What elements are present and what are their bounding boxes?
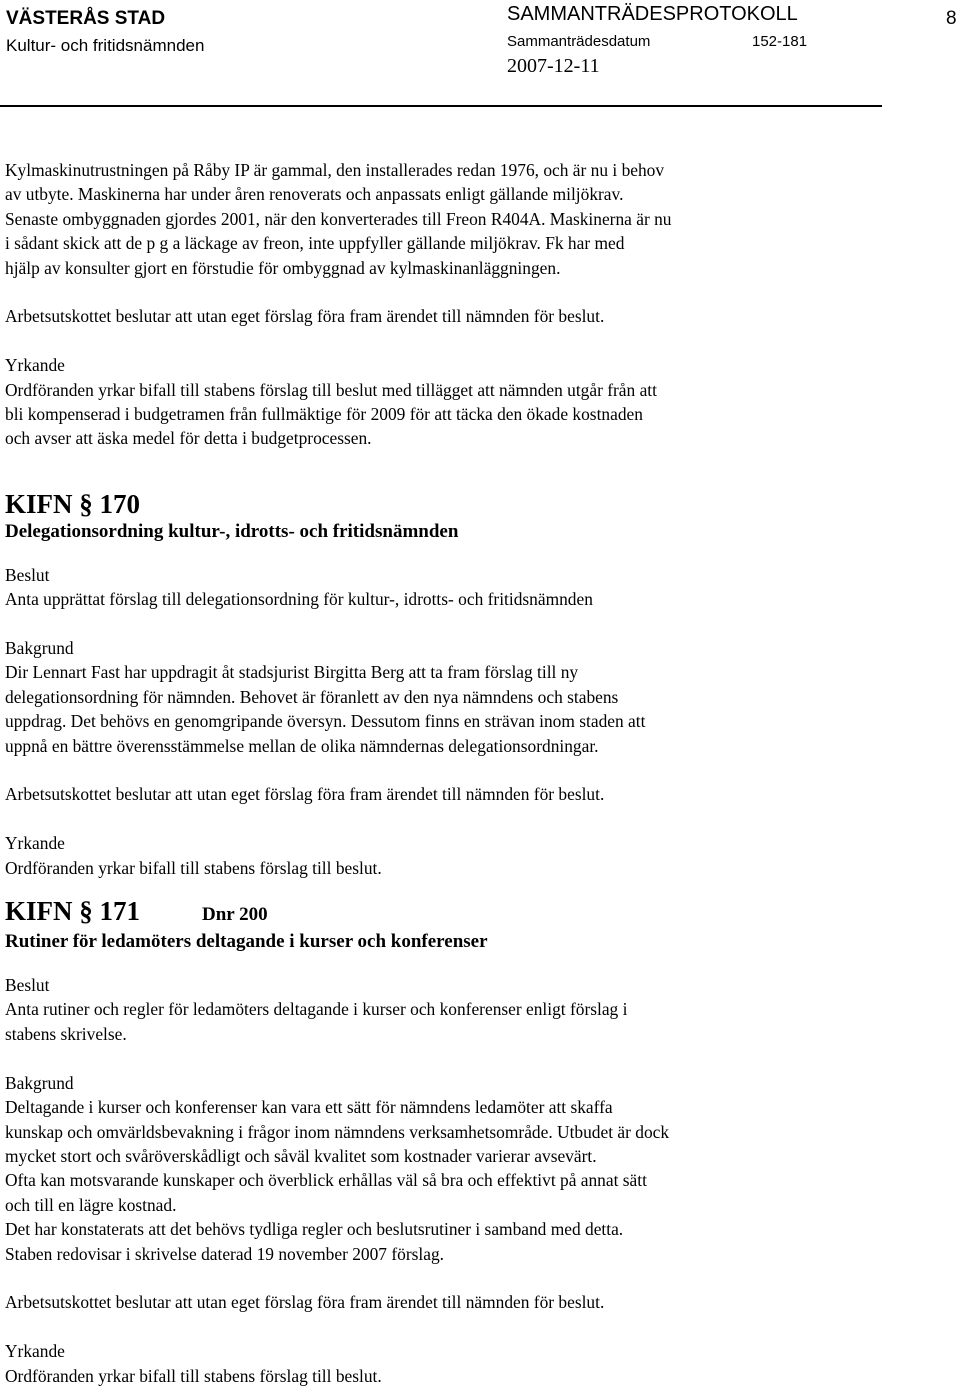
section-subject: Rutiner för ledamöters deltagande i kurser och konferenser xyxy=(5,931,488,953)
section-subject: Delegationsordning kultur-, idrotts- och fritidsnämnden xyxy=(5,520,459,542)
paragraph-line: delegationsordning för nämnden. Behovet är föranlett av den nya nämndens och stabens xyxy=(5,686,619,707)
bakgrund-heading: Bakgrund xyxy=(5,1072,74,1093)
meeting-date: 2007-12-11 xyxy=(507,55,600,77)
paragraph-line: Staben redovisar i skrivelse daterad 19 november 2007 förslag. xyxy=(5,1243,444,1264)
section-title-row xyxy=(5,896,885,930)
paragraph-line: stabens skrivelse. xyxy=(5,1023,127,1044)
paragraph-line: uppdrag. Det behövs en genomgripande översyn. Dessutom finns en strävan inom staden att xyxy=(5,711,646,732)
yrkande-text: Ordföranden yrkar bifall till stabens förslag till beslut. xyxy=(5,1365,382,1386)
paragraph-line: bli kompenserad i budgetramen från fullmäktige för 2009 för att täcka den ökade kostnaden xyxy=(5,404,643,425)
section-title: KIFN § 171 xyxy=(5,896,140,927)
paragraph-line: Ofta kan motsvarande kunskaper och överblick erhållas väl så bra och effektivt på annat sätt xyxy=(5,1170,647,1191)
document-body xyxy=(5,158,885,1388)
organization-name: VÄSTERÅS STAD xyxy=(6,8,166,29)
paragraph-line: hjälp av konsulter gjort en förstudie för ombyggnad av kylmaskinanläggningen. xyxy=(5,257,561,278)
au-decision: Arbetsutskottet beslutar att utan eget förslag föra fram ärendet till nämnden för beslut. xyxy=(5,1292,605,1313)
paragraph-line: Det har konstaterats att det behövs tydliga regler och beslutsrutiner i samband med detta. xyxy=(5,1219,624,1240)
diary-number: Dnr 200 xyxy=(202,904,268,926)
intro-section xyxy=(5,158,885,451)
paragraph-line: och avser att äska medel för detta i budgetprocessen. xyxy=(5,428,372,449)
kifn-171-section xyxy=(5,896,885,1388)
yrkande-text: Ordföranden yrkar bifall till stabens förslag till beslut. xyxy=(5,857,382,878)
section-title: KIFN § 170 xyxy=(5,488,140,519)
paragraph-line: Senaste ombyggnaden gjordes 2001, när den konverterades till Freon R404A. Maskinerna är nu xyxy=(5,208,672,229)
paragraph-line: av utbyte. Maskinerna har under åren renoverats och anpassats enligt gällande miljökrav. xyxy=(5,184,624,205)
paragraph-line: Kylmaskinutrustningen på Råby IP är gammal, den installerades redan 1976, och är nu i behov xyxy=(5,160,665,180)
au-decision: Arbetsutskottet beslutar att utan eget förslag föra fram ärendet till nämnden för beslut. xyxy=(5,784,605,805)
department-name: Kultur- och fritidsnämnden xyxy=(6,36,205,55)
paragraph-line: uppnå en bättre överensstämmelse mellan de olika nämndernas delegationsordningar. xyxy=(5,735,599,756)
paragraph-line: mycket stort och svåröverskådligt och såväl kvalitet som kostnader varierar avsevärt. xyxy=(5,1145,597,1166)
bakgrund-heading: Bakgrund xyxy=(5,638,74,659)
header-divider xyxy=(0,105,882,107)
paragraph-line: Ordföranden yrkar bifall till stabens förslag till beslut med tillägget att nämnden utgår från att xyxy=(5,379,657,400)
paragraph-line: Dir Lennart Fast har uppdragit åt stadsjurist Birgitta Berg att ta fram förslag till ny xyxy=(5,662,579,683)
document-type: SAMMANTRÄDESPROTOKOLL xyxy=(507,3,798,25)
paragraph-range: 152-181 xyxy=(752,33,808,50)
yrkande-heading: Yrkande xyxy=(5,355,65,376)
paragraph-line: kunskap och omvärldsbevakning i frågor inom nämndens verksamhetsområde. Utbudet är dock xyxy=(5,1121,670,1142)
yrkande-heading: Yrkande xyxy=(5,833,65,854)
paragraph-line: och till en lägre kostnad. xyxy=(5,1194,177,1215)
page-number: 8 xyxy=(946,8,957,29)
paragraph-line: Anta rutiner och regler för ledamöters deltagande i kurser och konferenser enligt förslag i xyxy=(5,999,628,1020)
au-decision: Arbetsutskottet beslutar att utan eget förslag föra fram ärendet till nämnden för beslut. xyxy=(5,306,605,327)
meeting-date-label: Sammanträdesdatum xyxy=(507,33,651,50)
beslut-heading: Beslut xyxy=(5,975,50,996)
kifn-170-section xyxy=(5,489,885,880)
beslut-heading: Beslut xyxy=(5,564,50,585)
beslut-text: Anta upprättat förslag till delegationsordning för kultur-, idrotts- och fritidsnämnden xyxy=(5,589,593,610)
paragraph-line: Deltagande i kurser och konferenser kan vara ett sätt för nämndens ledamöter att skaffa xyxy=(5,1097,613,1118)
yrkande-heading: Yrkande xyxy=(5,1341,65,1362)
paragraph-line: i sådant skick att de p g a läckage av freon, inte uppfyller gällande miljökrav. Fk har med xyxy=(5,233,625,254)
